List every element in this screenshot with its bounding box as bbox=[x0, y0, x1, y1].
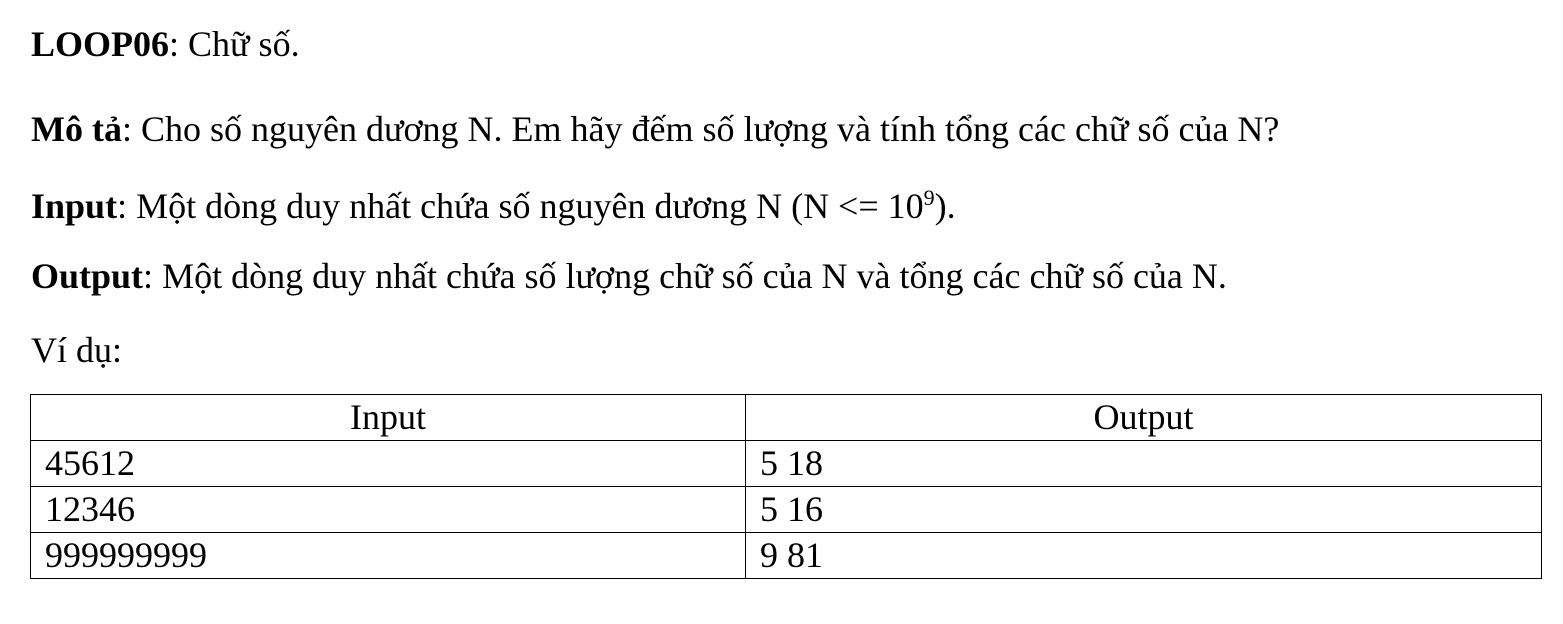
output-separator: : bbox=[143, 256, 163, 296]
input-exponent: 9 bbox=[923, 185, 935, 210]
input-spec bbox=[31, 185, 956, 226]
input-label: Input bbox=[31, 186, 118, 226]
description-text: Cho số nguyên dương N. Em hãy đếm số lượng và tính tổng các chữ số của N? bbox=[140, 109, 1280, 149]
input-separator: : bbox=[117, 186, 137, 226]
row-input-cell: 999999999 bbox=[31, 533, 746, 579]
problem-title bbox=[31, 26, 300, 62]
input-text: Một dòng duy nhất chứa số nguyên dương N (N <= 10 bbox=[136, 186, 924, 226]
output-text: Một dòng duy nhất chứa số lượng chữ số của N và tổng các chữ số của N. bbox=[162, 256, 1227, 296]
problem-description bbox=[31, 111, 1279, 147]
row-output-cell: 5 18 bbox=[746, 441, 1542, 487]
description-label: Mô tả bbox=[31, 109, 122, 149]
row-input-cell: 45612 bbox=[31, 441, 746, 487]
problem-name: Chữ số. bbox=[188, 24, 300, 64]
problem-code: LOOP06 bbox=[31, 24, 170, 64]
example-label: Ví dụ: bbox=[31, 330, 123, 370]
title-separator: : bbox=[169, 24, 189, 64]
table-header-row bbox=[31, 395, 1542, 441]
row-output-cell: 9 81 bbox=[746, 533, 1542, 579]
output-spec bbox=[31, 258, 1227, 294]
examples-table bbox=[30, 394, 1542, 579]
row-input-cell: 12346 bbox=[31, 487, 746, 533]
header-input: Input bbox=[31, 395, 746, 441]
description-separator: : bbox=[121, 109, 141, 149]
table-row bbox=[31, 533, 1542, 579]
output-label: Output bbox=[31, 256, 144, 296]
header-output: Output bbox=[746, 395, 1542, 441]
row-output-cell: 5 16 bbox=[746, 487, 1542, 533]
table-row bbox=[31, 487, 1542, 533]
input-text-end: ). bbox=[934, 186, 956, 226]
table-row bbox=[31, 441, 1542, 487]
